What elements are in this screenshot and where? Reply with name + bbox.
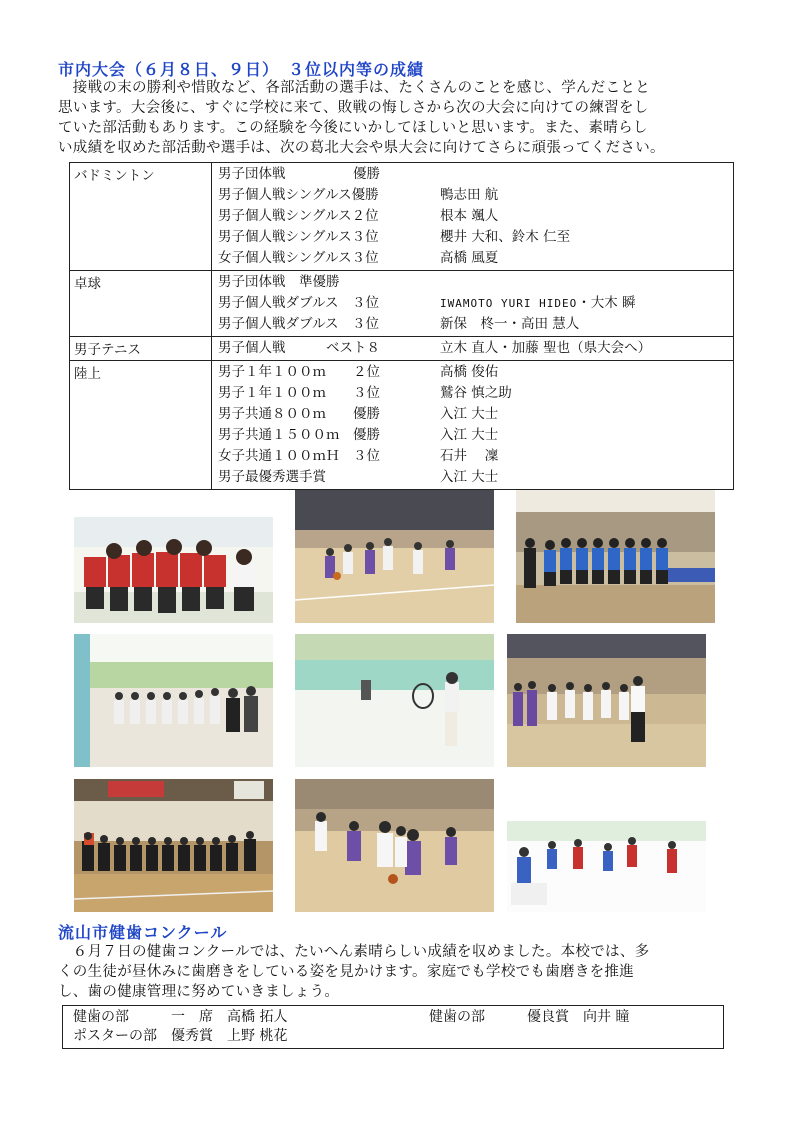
event-label: 男子個人戦シングルス３位 xyxy=(218,229,379,245)
team-lineup-blue-uniforms-photo xyxy=(516,490,715,623)
result-entry xyxy=(218,272,733,293)
winner-names: 高橋 風夏 xyxy=(440,250,499,266)
award-entry: ポスターの部 優秀賞 上野 桃花 xyxy=(73,1028,288,1044)
event-label: 女子共通１００ｍＨ ３位 xyxy=(218,448,380,464)
result-entry xyxy=(218,293,733,314)
results-row-badminton xyxy=(70,163,734,271)
result-entry xyxy=(218,185,733,206)
winner-names: 入江 大士 xyxy=(440,469,499,485)
result-entry xyxy=(218,383,733,404)
results-row-tennis xyxy=(70,337,734,361)
basketball-girls-game-photo xyxy=(295,490,494,623)
winner-names: 鴨志田 航 xyxy=(440,187,499,203)
results-entries xyxy=(212,271,734,337)
winner-names: 入江 大士 xyxy=(440,406,499,422)
winner-names: 立木 直人・加藤 聖也（県大会へ） xyxy=(440,340,652,356)
winner-names: 新保 柊一・高田 慧人 xyxy=(440,316,580,332)
sport-name: 男子テニス xyxy=(70,337,212,361)
result-entry xyxy=(218,446,733,467)
dental-awards-row xyxy=(63,1006,724,1049)
event-label: 男子１年１００ｍ ２位 xyxy=(218,364,380,380)
paragraph-line: し、歯の健康管理に努めていきましょう。 xyxy=(58,984,340,1000)
paragraph-line: ６月７日の健歯コンクールでは、たいへん素晴らしい成績を収めました。本校では、多 xyxy=(58,944,650,960)
winner-names-latin: IWAMOTO YURI HIDEO xyxy=(440,297,578,310)
result-entry xyxy=(218,338,733,359)
baseball-team-lineup-photo xyxy=(74,634,273,767)
tournament-section-title: 市内大会（６月８日、９日） ３位以内等の成績 xyxy=(58,60,425,79)
volleyball-ceremony-photo xyxy=(507,634,706,767)
event-label: 男子個人戦シングルス優勝 xyxy=(218,187,379,203)
result-entry xyxy=(218,362,733,383)
volleyball-team-gym-photo xyxy=(74,779,273,912)
results-table xyxy=(69,162,734,490)
event-label: 男子共通１５００ｍ 優勝 xyxy=(218,427,380,443)
result-entry xyxy=(218,314,733,335)
results-entries xyxy=(212,337,734,361)
handball-game-photo xyxy=(507,821,706,912)
event-label: 男子最優秀選手賞 xyxy=(218,469,326,485)
dental-awards-table xyxy=(62,1005,724,1049)
winner-names: ・大木 瞬 xyxy=(577,295,636,311)
result-entry xyxy=(218,404,733,425)
dental-paragraph xyxy=(58,942,649,1002)
event-label: 男子団体戦 優勝 xyxy=(218,166,380,182)
basketball-boys-game-photo xyxy=(295,779,494,912)
sport-name: 卓球 xyxy=(70,271,212,337)
event-label: 男子個人戦 ベスト８ xyxy=(218,340,380,356)
results-row-table-tennis xyxy=(70,271,734,337)
paragraph-line: くの生徒が昼休みに歯磨きをしている姿を見かけます。家庭でも学校でも歯磨きを推進 xyxy=(58,964,635,980)
result-entry xyxy=(218,227,733,248)
results-row-track xyxy=(70,361,734,490)
winner-names: 鷲谷 慎之助 xyxy=(440,385,512,401)
paragraph-line: 思います。大会後に、すぐに学校に来て、敗戦の悔しさから次の大会に向けての練習をし xyxy=(58,100,649,116)
paragraph-line: ていた部活動もあります。この経験を今後にいかしてほしいと思います。また、素晴らし xyxy=(58,120,648,136)
winner-names: 入江 大士 xyxy=(440,427,499,443)
award-entry: 健歯の部 一 席 高橋 拓人 xyxy=(73,1009,288,1025)
event-label: 男子個人戦シングルス２位 xyxy=(218,208,379,224)
award-line xyxy=(73,1008,713,1027)
dental-section-title: 流山市健歯コンクール xyxy=(58,923,228,942)
results-entries xyxy=(212,163,734,271)
paragraph-line: い成績を収めた部活動や選手は、次の葛北大会や県大会に向けてさらに頑張ってください。 xyxy=(58,140,665,156)
tennis-player-photo xyxy=(295,634,494,767)
winner-names: 高橋 俊佑 xyxy=(440,364,499,380)
result-entry xyxy=(218,164,733,185)
result-entry xyxy=(218,206,733,227)
dental-awards-cell xyxy=(63,1006,724,1049)
result-entry xyxy=(218,467,733,488)
event-label: 男子共通８００ｍ 優勝 xyxy=(218,406,380,422)
event-label: 女子個人戦シングルス３位 xyxy=(218,250,379,266)
results-entries xyxy=(212,361,734,490)
event-label: 男子個人戦ダブルス ３位 xyxy=(218,316,380,332)
tournament-paragraph xyxy=(58,78,665,158)
paragraph-line: 接戦の末の勝利や惜敗など、各部活動の選手は、たくさんのことを感じ、学んだことと xyxy=(58,80,650,96)
award-line xyxy=(73,1027,713,1046)
event-label: 男子１年１００ｍ ３位 xyxy=(218,385,380,401)
sport-name: バドミントン xyxy=(70,163,212,271)
soccer-team-huddle-photo xyxy=(74,517,273,623)
event-label: 男子個人戦ダブルス ３位 xyxy=(218,295,380,311)
sport-name: 陸上 xyxy=(70,361,212,490)
result-entry xyxy=(218,248,733,269)
result-entry xyxy=(218,425,733,446)
award-entry: 健歯の部 優良賞 向井 瞳 xyxy=(429,1009,630,1025)
event-label: 男子団体戦 準優勝 xyxy=(218,274,340,290)
winner-names: 根本 颯人 xyxy=(440,208,499,224)
winner-names: 櫻井 大和、鈴木 仁至 xyxy=(440,229,571,245)
winner-names: 石井 凜 xyxy=(440,448,499,464)
